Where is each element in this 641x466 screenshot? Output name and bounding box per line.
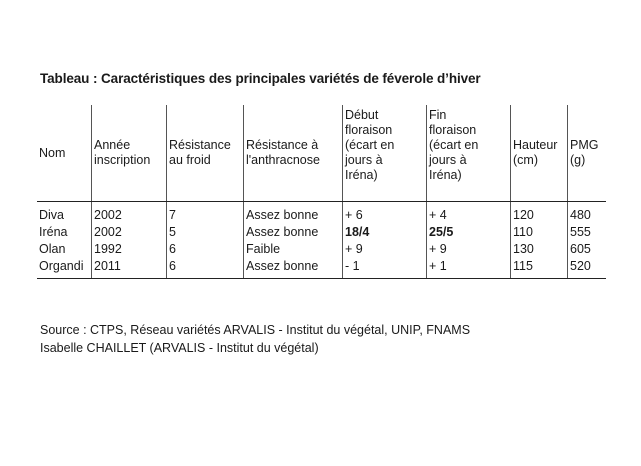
table-row <box>37 202 606 226</box>
header-annee <box>92 105 167 202</box>
table-row <box>37 225 606 242</box>
cell-fin: + 4 <box>427 202 511 226</box>
header-nom <box>37 105 92 202</box>
cell-nom: Olan <box>39 242 66 256</box>
cell-pmg: 555 <box>568 225 607 242</box>
header-line: PMG <box>570 138 599 152</box>
header-line: floraison <box>345 123 393 137</box>
cell-hauteur: 120 <box>511 202 568 226</box>
cell-froid: 7 <box>167 202 244 226</box>
cell-annee: 1992 <box>92 242 167 259</box>
cell-froid: 5 <box>167 225 244 242</box>
header-line: Début <box>345 108 379 122</box>
cell-debut: 18/4 <box>343 225 427 242</box>
cell-hauteur: 130 <box>511 242 568 259</box>
header-line: Iréna) <box>429 168 462 182</box>
cell-anthracnose: Assez bonne <box>244 225 343 242</box>
cell-pmg: 520 <box>568 259 607 279</box>
header-debut-floraison <box>343 105 427 202</box>
cell-fin: + 1 <box>427 259 511 279</box>
cell-debut: + 9 <box>343 242 427 259</box>
header-anthracnose <box>244 105 343 202</box>
cell-anthracnose: Faible <box>244 242 343 259</box>
header-line: Résistance <box>169 138 231 152</box>
header-line: jours à <box>429 153 467 167</box>
cell-annee: 2002 <box>92 225 167 242</box>
cell-fin: 25/5 <box>427 225 511 242</box>
header-pmg <box>568 105 607 202</box>
source-line-2: Isabelle CHAILLET (ARVALIS - Institut du végétal) <box>40 341 319 355</box>
table-title: Tableau : Caractéristiques des principales variétés de féverole d’hiver <box>40 71 481 86</box>
header-line: jours à <box>345 153 383 167</box>
header-line: (écart en <box>429 138 479 152</box>
cell-debut: + 6 <box>343 202 427 226</box>
table-row <box>37 259 606 279</box>
header-hauteur <box>511 105 568 202</box>
cell-debut: - 1 <box>343 259 427 279</box>
cell-annee: 2011 <box>92 259 167 279</box>
header-line: floraison <box>429 123 477 137</box>
cell-anthracnose: Assez bonne <box>244 202 343 226</box>
cell-fin: + 9 <box>427 242 511 259</box>
header-line: l'anthracnose <box>246 153 320 167</box>
header-line: Iréna) <box>345 168 378 182</box>
cell-froid: 6 <box>167 259 244 279</box>
header-line: (g) <box>570 153 586 167</box>
cell-nom: Organdi <box>37 259 92 279</box>
cell-pmg: 605 <box>568 242 607 259</box>
cell-froid: 6 <box>167 242 244 259</box>
header-line: Hauteur <box>513 138 558 152</box>
cell-hauteur: 110 <box>511 225 568 242</box>
table-row <box>37 242 606 259</box>
cell-pmg: 480 <box>568 202 607 226</box>
header-fin-floraison <box>427 105 511 202</box>
cell-anthracnose: Assez bonne <box>244 259 343 279</box>
header-line: Nom <box>39 145 66 160</box>
header-line: (cm) <box>513 153 538 167</box>
source-note <box>40 321 470 357</box>
header-line: au froid <box>169 153 211 167</box>
header-line: Année <box>94 138 131 152</box>
header-line: (écart en <box>345 138 395 152</box>
cell-nom: Iréna <box>39 225 68 239</box>
cell-annee: 2002 <box>92 202 167 226</box>
varieties-table <box>37 105 606 279</box>
header-line: Résistance à <box>246 138 319 152</box>
cell-nom: Diva <box>39 208 65 222</box>
header-froid <box>167 105 244 202</box>
header-line: Fin <box>429 108 447 122</box>
cell-hauteur: 115 <box>511 259 568 279</box>
source-line-1: Source : CTPS, Réseau variétés ARVALIS - Institut du végétal, UNIP, FNAMS <box>40 323 471 337</box>
header-line: inscription <box>94 153 151 167</box>
table-header-row <box>37 105 606 202</box>
